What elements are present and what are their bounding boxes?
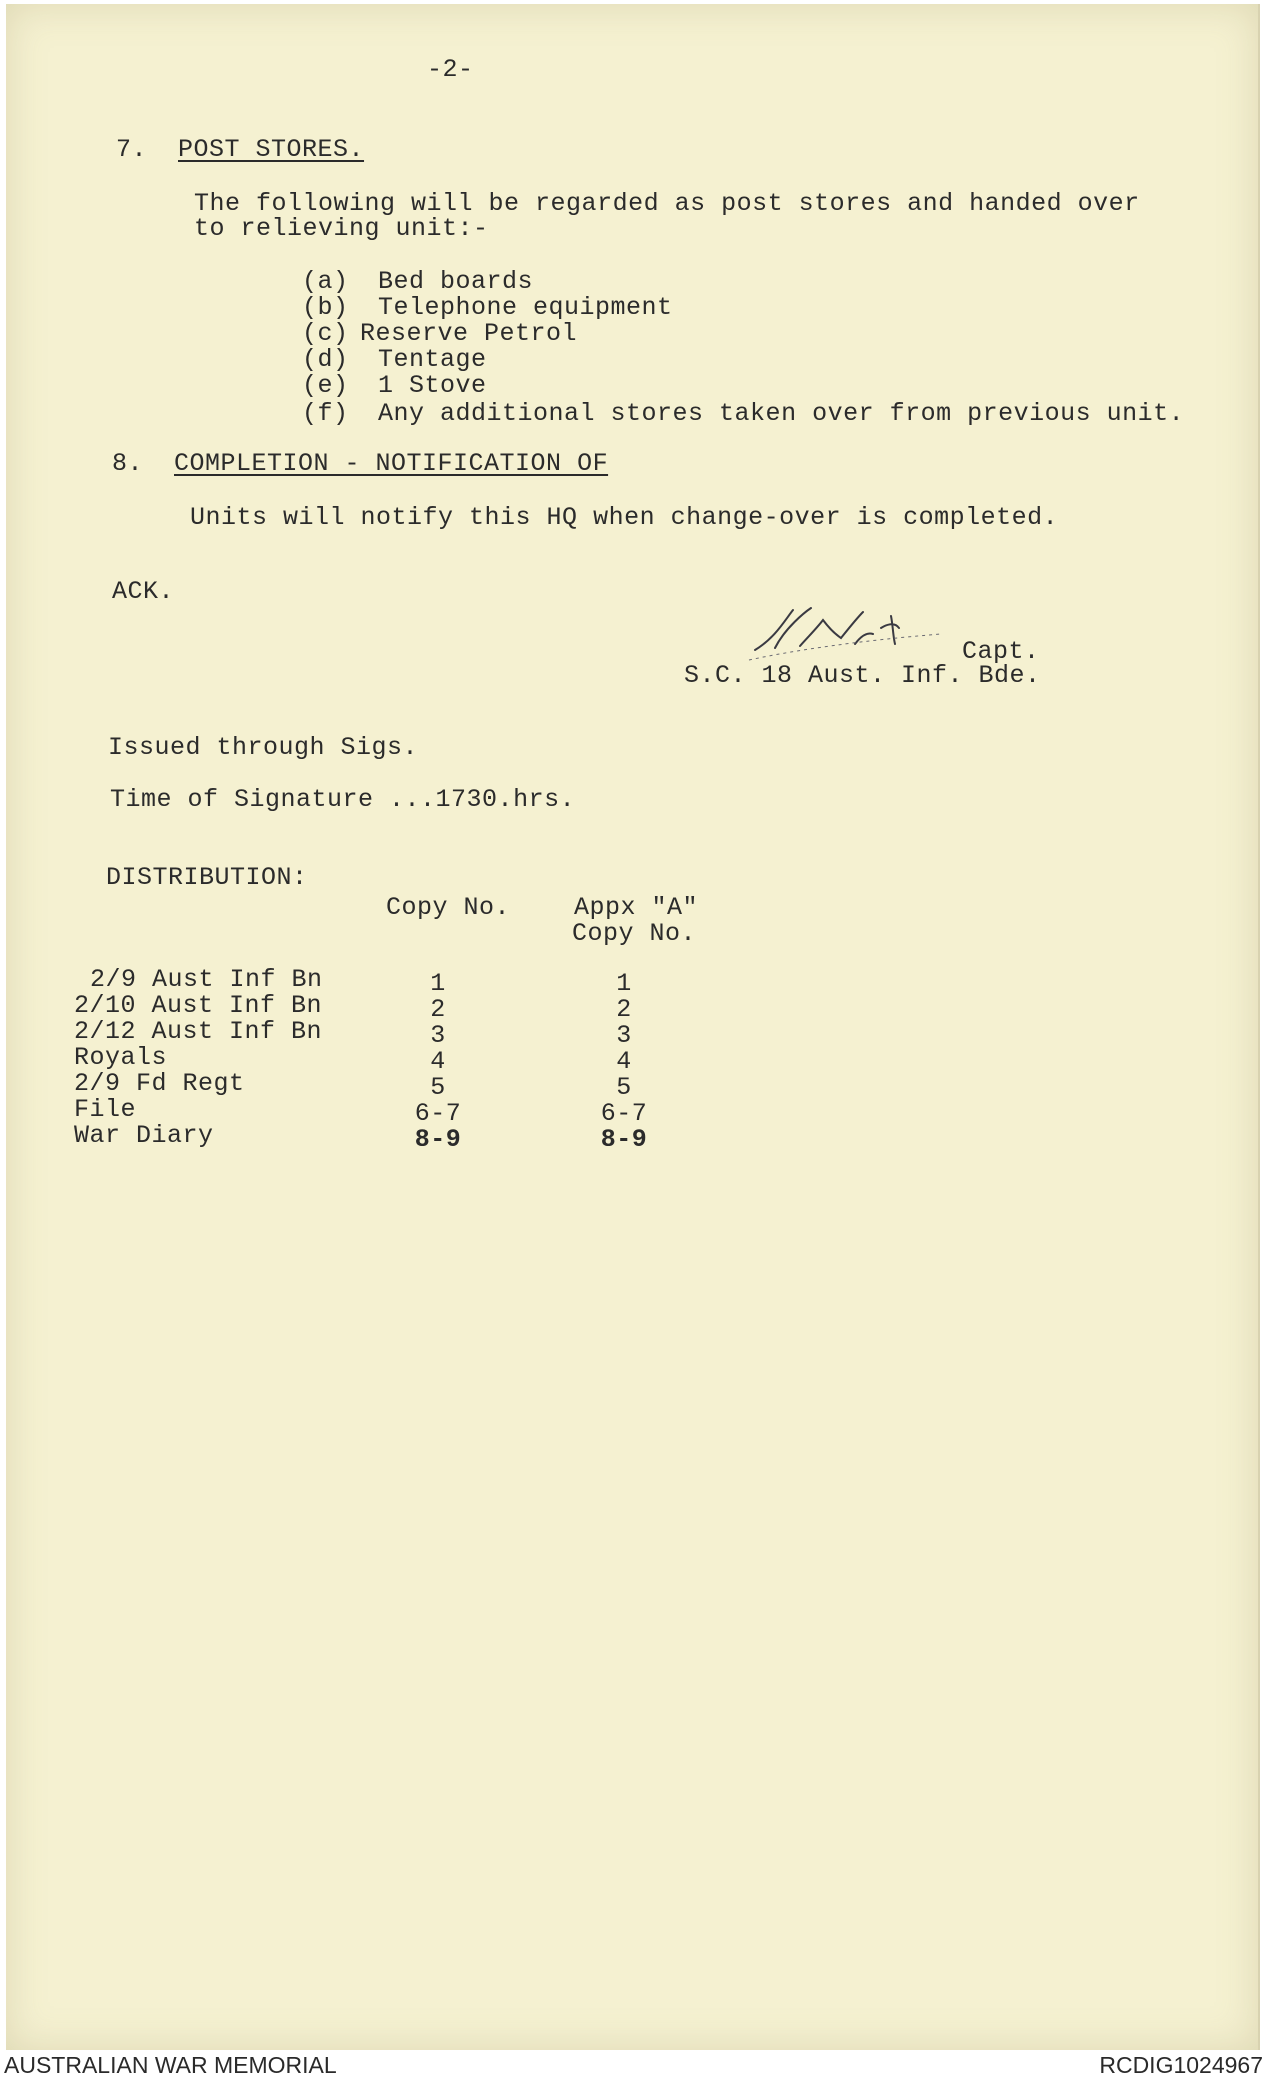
- distribution-appx: 4: [616, 1047, 632, 1076]
- column-header-appx: Appx "A": [574, 893, 699, 922]
- distribution-copy: 6-7: [414, 1099, 462, 1128]
- handwritten-signature: [745, 598, 945, 668]
- list-item-text: Reserve Petrol: [360, 319, 578, 348]
- distribution-unit: 2/10 Aust Inf Bn: [74, 991, 323, 1020]
- column-header-copy: Copy No.: [386, 893, 511, 922]
- section-8-body: Units will notify this HQ when change-over is completed.: [190, 503, 1059, 532]
- signatory-appointment: S.C. 18 Aust. Inf. Bde.: [684, 661, 1041, 690]
- distribution-heading: DISTRIBUTION:: [106, 863, 308, 892]
- footer-archive-name: AUSTRALIAN WAR MEMORIAL: [4, 2052, 337, 2078]
- distribution-unit: 2/9 Fd Regt: [74, 1069, 245, 1098]
- distribution-unit: 2/12 Aust Inf Bn: [74, 1017, 323, 1046]
- distribution-appx: 6-7: [600, 1099, 648, 1128]
- list-item-letter: (f): [302, 399, 349, 428]
- signatory-rank: Capt.: [962, 637, 1040, 666]
- list-item-letter: (b): [302, 293, 349, 322]
- section-8-number: 8.: [112, 449, 144, 478]
- distribution-copy: 1: [430, 969, 446, 998]
- list-item-text: Tentage: [378, 345, 487, 374]
- footer-record-id: RCDIG1024967: [1099, 2052, 1263, 2078]
- section-7-intro-line-2: to relieving unit:-: [194, 214, 489, 243]
- list-item-letter: (e): [302, 371, 349, 400]
- section-8-heading: COMPLETION - NOTIFICATION OF: [174, 449, 609, 478]
- distribution-appx: 8-9: [600, 1125, 648, 1154]
- column-header-appx-copy: Copy No.: [572, 919, 697, 948]
- distribution-copy: 3: [430, 1021, 446, 1050]
- distribution-unit: War Diary: [74, 1121, 214, 1150]
- distribution-copy: 4: [430, 1047, 446, 1076]
- list-item-text: Any additional stores taken over from previous unit.: [378, 399, 1185, 428]
- section-7-intro-line-1: The following will be regarded as post stores and handed over: [194, 189, 1140, 218]
- list-item-letter: (a): [302, 267, 349, 296]
- distribution-copy: 2: [430, 995, 446, 1024]
- distribution-appx: 1: [616, 969, 632, 998]
- issued-through: Issued through Sigs.: [108, 733, 419, 762]
- list-item-letter: (d): [302, 345, 349, 374]
- distribution-appx: 3: [616, 1021, 632, 1050]
- list-item-text: Bed boards: [378, 267, 534, 296]
- list-item-text: Telephone equipment: [378, 293, 673, 322]
- distribution-unit: Royals: [74, 1043, 168, 1072]
- section-7-number: 7.: [116, 135, 148, 164]
- ack-label: ACK.: [112, 577, 175, 606]
- page-number: -2-: [427, 55, 474, 84]
- distribution-unit: File: [74, 1095, 137, 1124]
- list-item-text: 1 Stove: [378, 371, 487, 400]
- distribution-appx: 5: [616, 1073, 632, 1102]
- list-item-letter: (c): [302, 319, 349, 348]
- time-of-signature: Time of Signature ...1730.hrs.: [110, 785, 576, 814]
- distribution-copy: 8-9: [414, 1125, 462, 1154]
- distribution-appx: 2: [616, 995, 632, 1024]
- distribution-unit: 2/9 Aust Inf Bn: [90, 965, 323, 994]
- section-7-heading: POST STORES.: [178, 135, 365, 164]
- distribution-copy: 5: [430, 1073, 446, 1102]
